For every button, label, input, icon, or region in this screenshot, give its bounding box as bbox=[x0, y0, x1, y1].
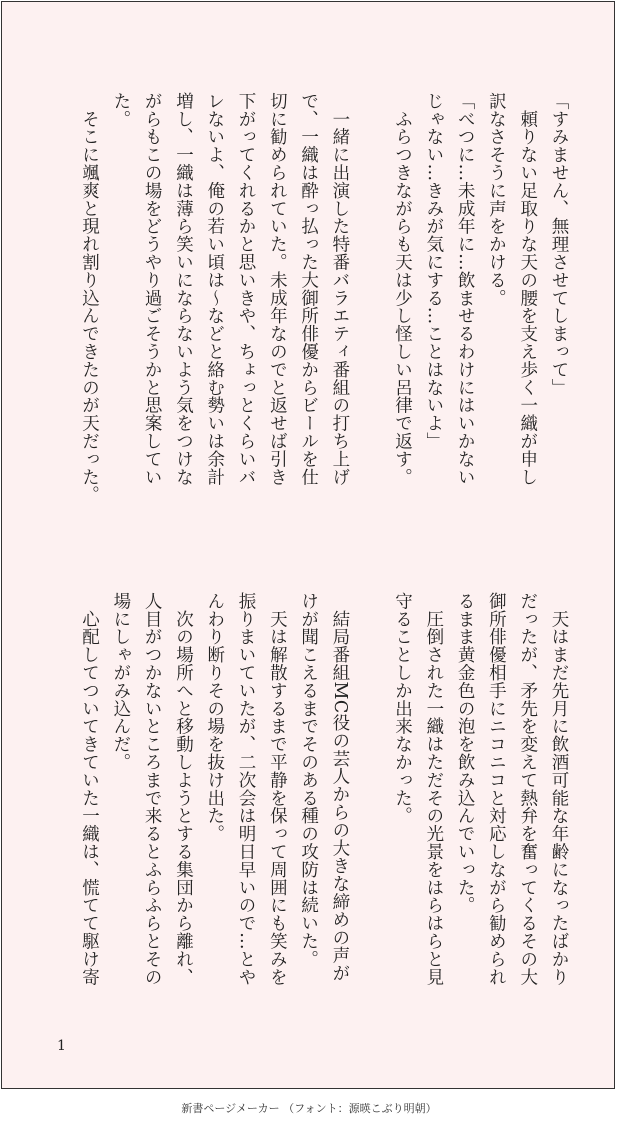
text-line: 頼りない足取りな天の腰を支え歩く一織が申し bbox=[517, 92, 538, 486]
upper-text-block bbox=[73, 92, 574, 532]
page-number: 1 bbox=[57, 1038, 66, 1054]
text-line: 訳なさそうに声をかける。 bbox=[486, 92, 507, 307]
font-credit: 新書ページメーカー （フォント：源暎こぶり明朝） bbox=[181, 1102, 437, 1115]
text-line: 振りまいていたが、二次会は明日早いので…とや bbox=[236, 592, 257, 986]
text-line: じゃない…きみが気にする…ことはないよ」 bbox=[423, 92, 444, 450]
lower-text-block bbox=[73, 592, 574, 1012]
text-line: ふらつきながらも天は少し怪しい呂律で返す。 bbox=[392, 92, 413, 486]
text-line: 守ることしか出来なかった。 bbox=[392, 592, 413, 825]
text-line: た。 bbox=[110, 92, 131, 128]
text-line: 一緒に出演した特番バラエティ番組の打ち上げ bbox=[329, 92, 350, 486]
text-line: んわり断りその場を抜け出た。 bbox=[204, 592, 225, 843]
text-line: 場にしゃがみ込んだ。 bbox=[110, 592, 131, 771]
text-line: だったが、矛先を変えて熱弁を奮ってくるその大 bbox=[517, 592, 538, 986]
blank-line bbox=[355, 92, 386, 532]
text-line: 結局番組MC役の芸人からの大きな締めの声が bbox=[329, 592, 350, 983]
text-line: るまま黄金色の泡を飲み込んでいった。 bbox=[455, 592, 476, 915]
book-page bbox=[1, 1, 615, 1089]
text-line: 天は解散するまで平静を保って周囲にも笑みを bbox=[267, 592, 288, 986]
text-line: 「すみません、無理させてしまって」 bbox=[549, 92, 569, 397]
text-line: けが聞こえるまでそのある種の攻防は続いた。 bbox=[298, 592, 319, 968]
text-line: そこに颯爽と現れ割り込んできたのが天だった。 bbox=[79, 92, 100, 504]
blank-line bbox=[355, 592, 386, 1012]
text-line: で、一織は酔っ払った大御所俳優からビールを仕 bbox=[298, 92, 319, 486]
text-line: 天はまだ先月に飲酒可能な年齢になったばかり bbox=[549, 592, 569, 986]
text-line: 下がってくれるかと思いきや、ちょっとくらいバ bbox=[236, 92, 257, 486]
text-line: 御所俳優相手にニコニコと対応しながら勧められ bbox=[486, 592, 507, 986]
text-line: 心配してついてきていた一織は、慌てて駆け寄 bbox=[79, 592, 100, 986]
text-line: 人目がつかないところまで来るとふらふらとその bbox=[142, 592, 163, 986]
text-line: 増し、一織は薄ら笑いにならないよう気をつけな bbox=[173, 92, 194, 486]
text-line: レないよ、俺の若い頃は〜などと絡む勢いは余計 bbox=[204, 92, 225, 486]
text-line: 圧倒された一織はただその光景をはらはらと見 bbox=[423, 592, 444, 986]
text-line: 「べつに…未成年に…飲ませるわけにはいかない bbox=[455, 92, 476, 486]
text-line: 次の場所へと移動しようとする集団から離れ、 bbox=[173, 592, 194, 986]
text-line: がらもこの場をどうやり過ごそうかと思案してい bbox=[142, 92, 163, 486]
text-line: 切に勧められていた。未成年なのでと返せば引き bbox=[267, 92, 288, 486]
